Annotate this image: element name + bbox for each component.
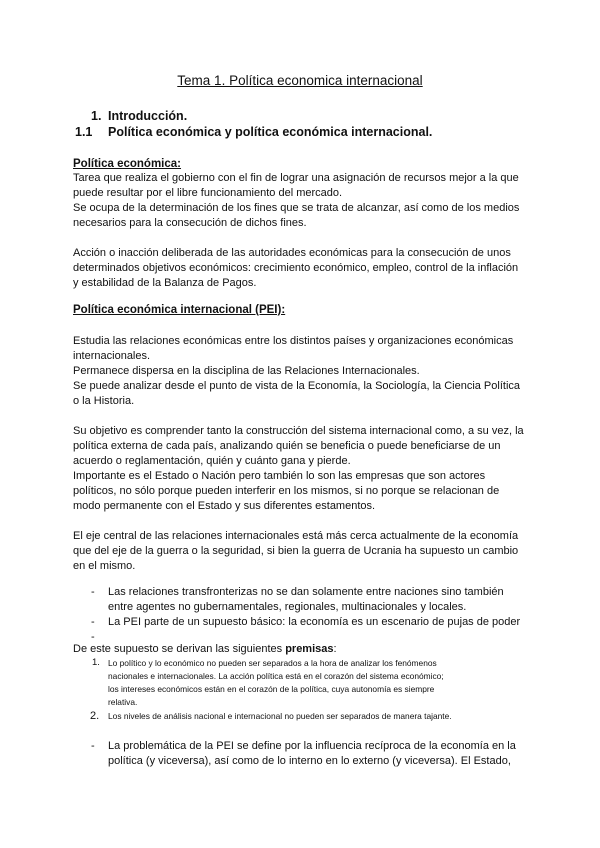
numbered-item-text: Los niveles de análisis nacional e internacional no pueden ser separados de manera tajante. — [108, 711, 452, 721]
numbered-item-number: 1. — [92, 657, 100, 668]
pei-line: o la Historia. — [73, 395, 135, 407]
pei-line: modo permanente con el Estado y sus diferentes estamentos. — [73, 500, 376, 512]
bullet-text: La PEI parte de un supuesto básico: la economía es un escenario de pujas de poder — [108, 616, 521, 628]
pei-line: Su objetivo es comprender tanto la construcción del sistema internacional como, a su vez, la — [73, 425, 524, 437]
bullet-dash: - — [91, 740, 95, 752]
pei-line: en el mismo. — [73, 560, 136, 572]
heading-1-number: 1. — [91, 109, 102, 123]
bullet-text: La problemática de la PEI se define por la influencia recíproca de la economía en la — [108, 740, 516, 752]
premisas-colon: : — [333, 643, 337, 655]
pe-line: puede resultar por el libre funcionamiento del mercado. — [73, 187, 343, 199]
bullet-text: política (y viceversa), así como de lo interno en lo externo (y viceversa). El Estado, — [108, 755, 511, 767]
pe-line: Se ocupa de la determinación de los fines que se trata de alcanzar, así como de los medios — [73, 202, 520, 214]
numbered-item-number: 2. — [90, 710, 100, 722]
pei-line: Importante es el Estado o Nación pero también lo son las empresas que son actores — [73, 470, 486, 482]
bullet-dash: - — [91, 586, 95, 598]
heading-1-1-text: Política económica y política económica internacional. — [108, 125, 433, 139]
pei-line: políticos, no sólo porque pueden interferir en los mismos, si no porque se relacionan de — [73, 485, 500, 497]
heading-1-text: Introducción. — [108, 109, 188, 123]
numbered-item-text: nacionales e internacionales. La acción política está en el corazón del sistema económico; — [108, 671, 444, 681]
pei-line: que del eje de la guerra o la seguridad, si bien la guerra de Ucrania ha supuesto un cambio — [73, 545, 519, 557]
pei-line: Estudia las relaciones económicas entre los distintos países y organizaciones económicas — [73, 335, 514, 347]
pei-line: Permanece dispersa en la disciplina de las Relaciones Internacionales. — [73, 365, 420, 377]
numbered-item-text: relativa. — [108, 697, 138, 707]
pei-line: política externa de cada país, analizando quién se beneficia o puede beneficiarse de un — [73, 440, 501, 452]
bullet-text: entre agentes no gubernamentales, regionales, multinacionales y locales. — [108, 601, 467, 613]
bullet-dash: - — [91, 631, 95, 643]
pe-line: determinados objetivos económicos: crecimiento económico, empleo, control de la inflación — [73, 262, 519, 274]
bullet-text: Las relaciones transfronterizas no se dan solamente entre naciones sino también — [108, 586, 504, 598]
bullet-dash: - — [91, 616, 95, 628]
pei-line: internacionales. — [73, 350, 151, 362]
heading-1-1-number: 1.1 — [75, 125, 93, 139]
premisas-intro: De este supuesto se derivan las siguientes — [73, 643, 286, 655]
pe-line: Tarea que realiza el gobierno con el fin de lograr una asignación de recursos mejor a la que — [73, 172, 519, 184]
pei-line: acuerdo o reglamentación, quién y cuánto gana y pierde. — [73, 455, 351, 467]
pe-line: necesarios para la consecución de dichos fines. — [73, 217, 307, 229]
pei-line: Se puede analizar desde el punto de vista de la Economía, la Sociología, la Ciencia Política — [73, 380, 521, 392]
pe-line: Acción o inacción deliberada de las autoridades económicas para la consecución de unos — [73, 247, 511, 259]
numbered-item-text: los intereses económicos están en el corazón de la política, cuya autonomía es siempre — [108, 684, 435, 694]
numbered-item-text: Lo político y lo económico no pueden ser separados a la hora de analizar los fenómenos — [108, 658, 437, 668]
section-heading-pe: Política económica: — [73, 158, 182, 170]
premisas-bold: premisas — [285, 643, 334, 655]
section-heading-pei: Política económica internacional (PEI): — [73, 304, 286, 316]
pe-line: y estabilidad de la Balanza de Pagos. — [73, 277, 257, 289]
premisas-line — [73, 642, 337, 656]
pei-line: El eje central de las relaciones internacionales está más cerca actualmente de la economía — [73, 530, 519, 542]
page-title: Tema 1. Política economica internacional — [177, 73, 423, 88]
